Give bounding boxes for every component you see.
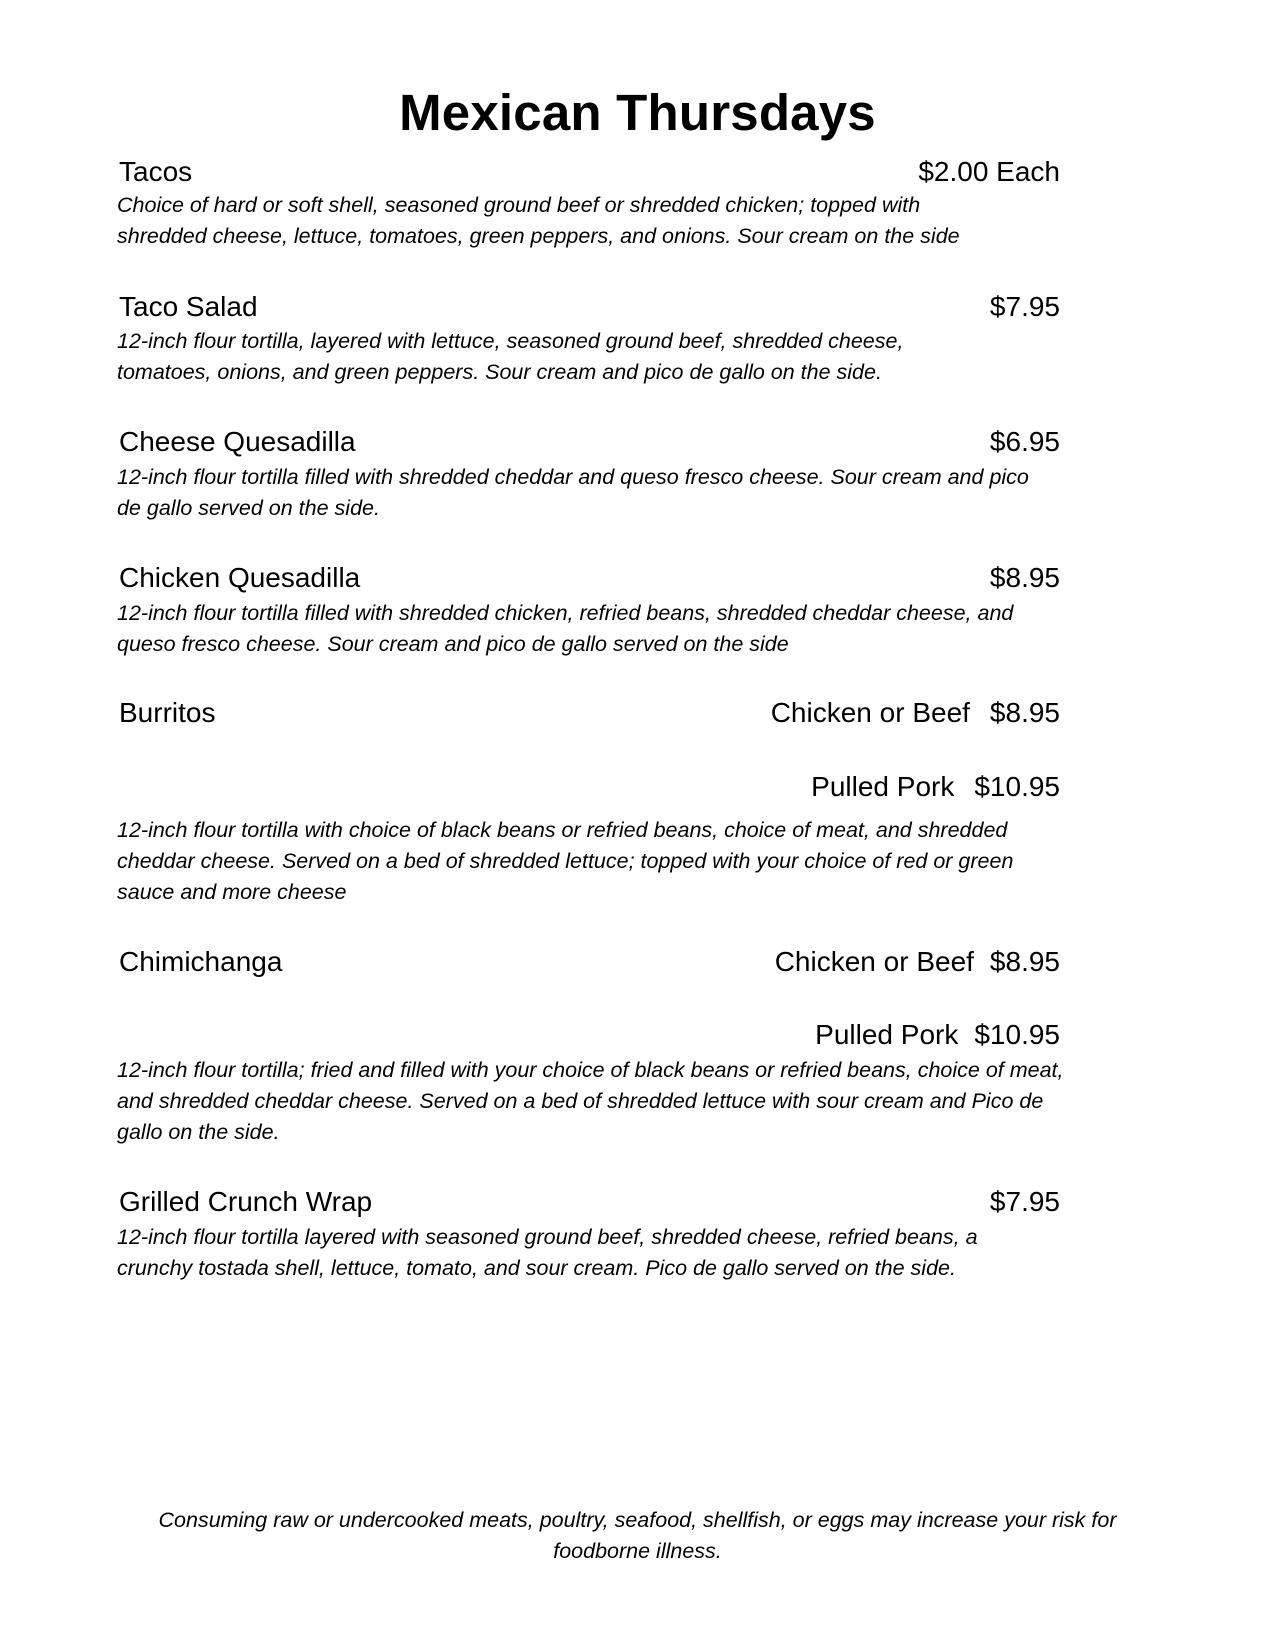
menu-item-cheese-quesadilla	[119, 422, 1060, 462]
item-description: 12-inch flour tortilla filled with shredded chicken, refried beans, shredded cheddar cheese, and queso fresco cheese. Sour cream and pico de gallo served on the side	[117, 601, 1014, 656]
price-option-value: $8.95	[989, 946, 1060, 977]
menu-item-chimichanga-option-2	[119, 1015, 1060, 1055]
item-price: $7.95	[989, 291, 1060, 322]
item-price: $2.00 Each	[918, 156, 1060, 187]
price-option-value: $10.95	[974, 771, 1060, 802]
price-option-label: Chicken or Beef	[774, 946, 974, 977]
item-description: 12-inch flour tortilla, layered with lettuce, seasoned ground beef, shredded cheese, tomatoes, onions, and green peppers. Sour cream and pico de gallo on the side.	[117, 329, 904, 384]
price-option-value: $8.95	[989, 697, 1060, 728]
menu-item-burritos	[119, 693, 1060, 733]
item-description: 12-inch flour tortilla; fried and filled with your choice of black beans or refried beans, choice of meat, and shredded cheddar cheese. Served on a bed of shredded lettuce with sour cream and Pico de gallo on the side.	[117, 1058, 1064, 1144]
item-description: 12-inch flour tortilla filled with shredded cheddar and queso fresco cheese. Sour cream and pico de gallo served on the side.	[117, 465, 1029, 520]
item-name: Chicken Quesadilla	[119, 562, 361, 593]
item-price: $6.95	[989, 426, 1060, 457]
item-name: Cheese Quesadilla	[119, 426, 356, 457]
item-name: Chimichanga	[119, 946, 283, 977]
menu-item-grilled-crunch-wrap	[119, 1182, 1060, 1222]
item-description: Choice of hard or soft shell, seasoned ground beef or shredded chicken; topped with shredded cheese, lettuce, tomatoes, green peppers, and onions. Sour cream on the side	[117, 193, 960, 248]
menu-item-tacos	[119, 152, 1060, 192]
item-price-option	[775, 942, 1060, 982]
item-name: Burritos	[119, 697, 216, 728]
item-name: Tacos	[119, 156, 193, 187]
item-price-option	[771, 693, 1060, 733]
item-price: $7.95	[989, 1186, 1060, 1217]
price-option-label: Chicken or Beef	[770, 697, 970, 728]
page-title: Mexican Thursdays	[399, 84, 876, 141]
item-description: 12-inch flour tortilla layered with seasoned ground beef, shredded cheese, refried beans, a crunchy tostada shell, lettuce, tomato, and sour cream. Pico de gallo served on the side.	[117, 1225, 978, 1280]
menu-item-burritos-option-2	[119, 767, 1060, 807]
menu-item-chimichanga	[119, 942, 1060, 982]
item-price-option	[811, 767, 1060, 807]
item-name: Grilled Crunch Wrap	[119, 1186, 373, 1217]
footer-disclaimer: Consuming raw or undercooked meats, poultry, seafood, shellfish, or eggs may increase your risk for foodborne illness.	[158, 1508, 1117, 1563]
item-price-option	[815, 1015, 1060, 1055]
item-name: Taco Salad	[119, 291, 258, 322]
price-option-label: Pulled Pork	[811, 771, 955, 802]
menu-item-taco-salad	[119, 287, 1060, 327]
menu-item-chicken-quesadilla	[119, 558, 1060, 598]
item-price: $8.95	[989, 562, 1060, 593]
price-option-value: $10.95	[974, 1019, 1060, 1050]
item-description: 12-inch flour tortilla with choice of black beans or refried beans, choice of meat, and shredded cheddar cheese. Served on a bed of shredded lettuce; topped with your choice of red or green sauce and more cheese	[117, 818, 1014, 904]
price-option-label: Pulled Pork	[815, 1019, 959, 1050]
